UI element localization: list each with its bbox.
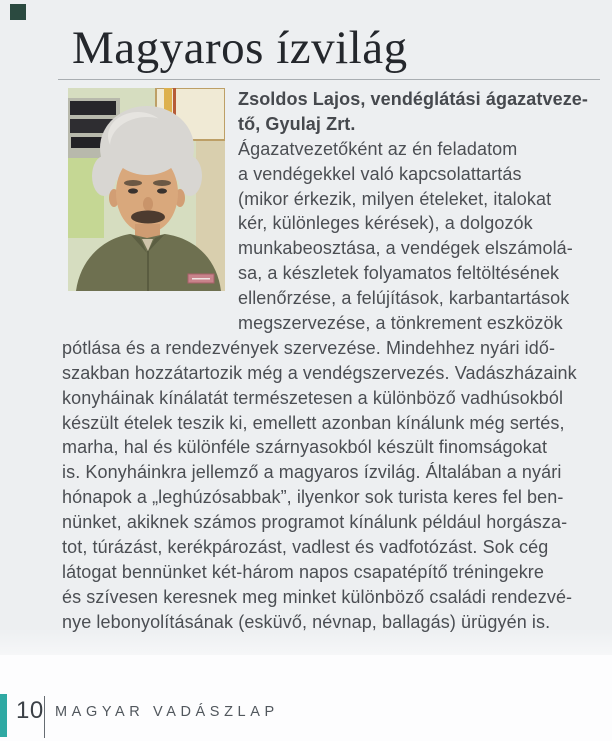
section-marker-square bbox=[10, 4, 26, 20]
article-line: ellenőrzése, a felújítások, karbantartások bbox=[238, 288, 570, 309]
footer-divider bbox=[44, 696, 45, 738]
article-line: kér, különleges kérések), a dolgozók bbox=[238, 213, 533, 234]
article-line: konyháinak kínálatát természetesen a különböző vadhúsokból bbox=[62, 387, 564, 408]
article-line: munkabeosztása, a vendégek elszámolá- bbox=[238, 238, 573, 259]
article-line: megszervezése, a tönkrement eszközök bbox=[238, 313, 563, 334]
article-line: Ágazatvezetőként az én feladatom bbox=[238, 138, 518, 159]
article-intro-line: Zsoldos Lajos, vendéglátási ágazatveze- bbox=[238, 89, 589, 109]
article-line: marha, hal és különféle szárnyasokból készült finomságokat bbox=[62, 437, 548, 458]
page-edge-tab bbox=[0, 694, 7, 737]
article-line: szakban hozzátartozik még a vendégszervezés. Vadászházaink bbox=[62, 362, 577, 383]
article-line: sa, a készletek folyamatos feltöltésének bbox=[238, 263, 560, 284]
article-line: tot, túrázást, kerékpározást, vadlest és vadfotózást. Sok cég bbox=[62, 537, 549, 558]
article-line: pótlása és a rendezvények szervezése. Mindehhez nyári idő- bbox=[62, 337, 556, 358]
title-divider bbox=[58, 79, 600, 80]
article-line: és szívesen keresnek meg minket különböző családi rendezvé- bbox=[62, 586, 573, 607]
article-line: is. Konyháinkra jellemző a magyaros ízvilág. Általában a nyári bbox=[62, 462, 562, 483]
article-line: készült ételek teszik ki, emellett azonban kínálunk még sertés, bbox=[62, 412, 565, 433]
article-intro-line: tő, Gyulaj Zrt. bbox=[238, 113, 356, 134]
page-title: Magyaros ízvilág bbox=[72, 22, 408, 74]
page-footer bbox=[0, 693, 612, 741]
article-line: (mikor érkezik, milyen ételeket, italokat bbox=[238, 188, 552, 209]
magazine-name: MAGYAR VADÁSZLAP bbox=[55, 704, 279, 720]
article-line: a vendégekkel való kapcsolattartás bbox=[238, 163, 522, 184]
article-line: hónapok a „leghúzósabbak”, ilyenkor sok turista keres fel ben- bbox=[62, 487, 564, 508]
article-body bbox=[62, 87, 602, 635]
page-number: 10 bbox=[16, 697, 44, 724]
article-line: nye lebonyolításának (esküvő, névnap, ballagás) ürügyén is. bbox=[62, 611, 551, 632]
article-line: nünket, akiknek számos programot kínálunk például horgásza- bbox=[62, 512, 568, 533]
article-line: látogat bennünket két-három napos csapatépítő tréningekre bbox=[62, 561, 545, 582]
